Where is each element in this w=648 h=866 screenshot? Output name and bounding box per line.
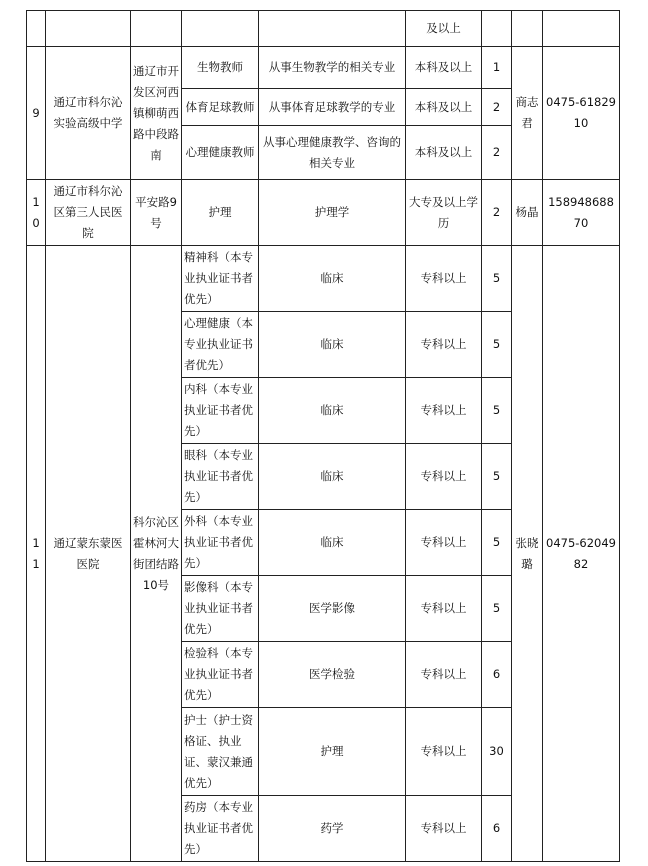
count-cell: 6 — [482, 796, 512, 862]
post-cell: 心理健康教师 — [182, 126, 259, 180]
major-cell: 护理 — [259, 708, 406, 796]
post-cell: 体育足球教师 — [182, 89, 259, 126]
unit-cell: 通辽蒙东蒙医医院 — [46, 246, 131, 862]
count-cell: 2 — [482, 126, 512, 180]
post-cell: 生物教师 — [182, 47, 259, 89]
major-cell: 从事心理健康教学、咨询的相关专业 — [259, 126, 406, 180]
major-cell: 医学影像 — [259, 576, 406, 642]
count-cell: 30 — [482, 708, 512, 796]
edu-cell: 本科及以上 — [406, 89, 482, 126]
major-cell: 药学 — [259, 796, 406, 862]
post-cell: 心理健康（本专业执业证书者优先） — [182, 312, 259, 378]
post-cell — [182, 11, 259, 47]
edu-cell: 专科以上 — [406, 576, 482, 642]
contact-cell: 张晓璐 — [512, 246, 543, 862]
phone-cell: 0475-6182910 — [543, 47, 620, 180]
edu-cell: 专科以上 — [406, 246, 482, 312]
count-cell: 2 — [482, 180, 512, 246]
table-row — [27, 246, 620, 312]
edu-cell: 专科以上 — [406, 642, 482, 708]
phone-cell — [543, 11, 620, 47]
no-cell: 10 — [27, 180, 46, 246]
unit-cell: 通辽市科尔沁区第三人民医院 — [46, 180, 131, 246]
post-cell: 影像科（本专业执业证书者优先） — [182, 576, 259, 642]
major-cell: 临床 — [259, 312, 406, 378]
contact-cell — [512, 11, 543, 47]
no-cell — [27, 11, 46, 47]
phone-cell: 15894868870 — [543, 180, 620, 246]
major-cell: 临床 — [259, 246, 406, 312]
count-cell: 5 — [482, 576, 512, 642]
post-cell: 药房（本专业执业证书者优先） — [182, 796, 259, 862]
edu-cell: 专科以上 — [406, 378, 482, 444]
count-cell: 5 — [482, 246, 512, 312]
count-cell: 5 — [482, 312, 512, 378]
address-cell: 通辽市开发区河西镇柳萌西路中段路南 — [131, 47, 182, 180]
major-cell: 从事生物教学的相关专业 — [259, 47, 406, 89]
address-cell: 科尔沁区霍林河大街团结路10号 — [131, 246, 182, 862]
edu-cell: 本科及以上 — [406, 47, 482, 89]
contact-cell: 商志君 — [512, 47, 543, 180]
address-cell: 平安路9号 — [131, 180, 182, 246]
major-cell — [259, 11, 406, 47]
major-cell: 临床 — [259, 510, 406, 576]
major-cell: 临床 — [259, 444, 406, 510]
post-cell: 内科（本专业执业证书者优先） — [182, 378, 259, 444]
count-cell: 5 — [482, 378, 512, 444]
post-cell: 检验科（本专业执业证书者优先） — [182, 642, 259, 708]
edu-cell: 本科及以上 — [406, 126, 482, 180]
post-cell: 护士（护士资格证、执业证、蒙汉兼通优先） — [182, 708, 259, 796]
count-cell — [482, 11, 512, 47]
table-row — [27, 180, 620, 246]
table-row — [27, 47, 620, 89]
edu-cell: 专科以上 — [406, 510, 482, 576]
count-cell: 6 — [482, 642, 512, 708]
edu-cell: 专科以上 — [406, 796, 482, 862]
count-cell: 1 — [482, 47, 512, 89]
recruitment-table — [26, 10, 620, 862]
major-cell: 从事体育足球教学的专业 — [259, 89, 406, 126]
unit-cell — [46, 11, 131, 47]
count-cell: 2 — [482, 89, 512, 126]
major-cell: 临床 — [259, 378, 406, 444]
edu-cell: 专科以上 — [406, 708, 482, 796]
post-cell: 护理 — [182, 180, 259, 246]
address-cell — [131, 11, 182, 47]
edu-cell: 专科以上 — [406, 444, 482, 510]
post-cell: 外科（本专业执业证书者优先） — [182, 510, 259, 576]
major-cell: 医学检验 — [259, 642, 406, 708]
contact-cell: 杨晶 — [512, 180, 543, 246]
no-cell: 9 — [27, 47, 46, 180]
table-row — [27, 11, 620, 47]
count-cell: 5 — [482, 510, 512, 576]
edu-cell: 及以上 — [406, 11, 482, 47]
major-cell: 护理学 — [259, 180, 406, 246]
edu-cell: 大专及以上学历 — [406, 180, 482, 246]
edu-cell: 专科以上 — [406, 312, 482, 378]
no-cell: 11 — [27, 246, 46, 862]
count-cell: 5 — [482, 444, 512, 510]
unit-cell: 通辽市科尔沁实验高级中学 — [46, 47, 131, 180]
post-cell: 眼科（本专业执业证书者优先） — [182, 444, 259, 510]
post-cell: 精神科（本专业执业证书者优先） — [182, 246, 259, 312]
phone-cell: 0475-6204982 — [543, 246, 620, 862]
